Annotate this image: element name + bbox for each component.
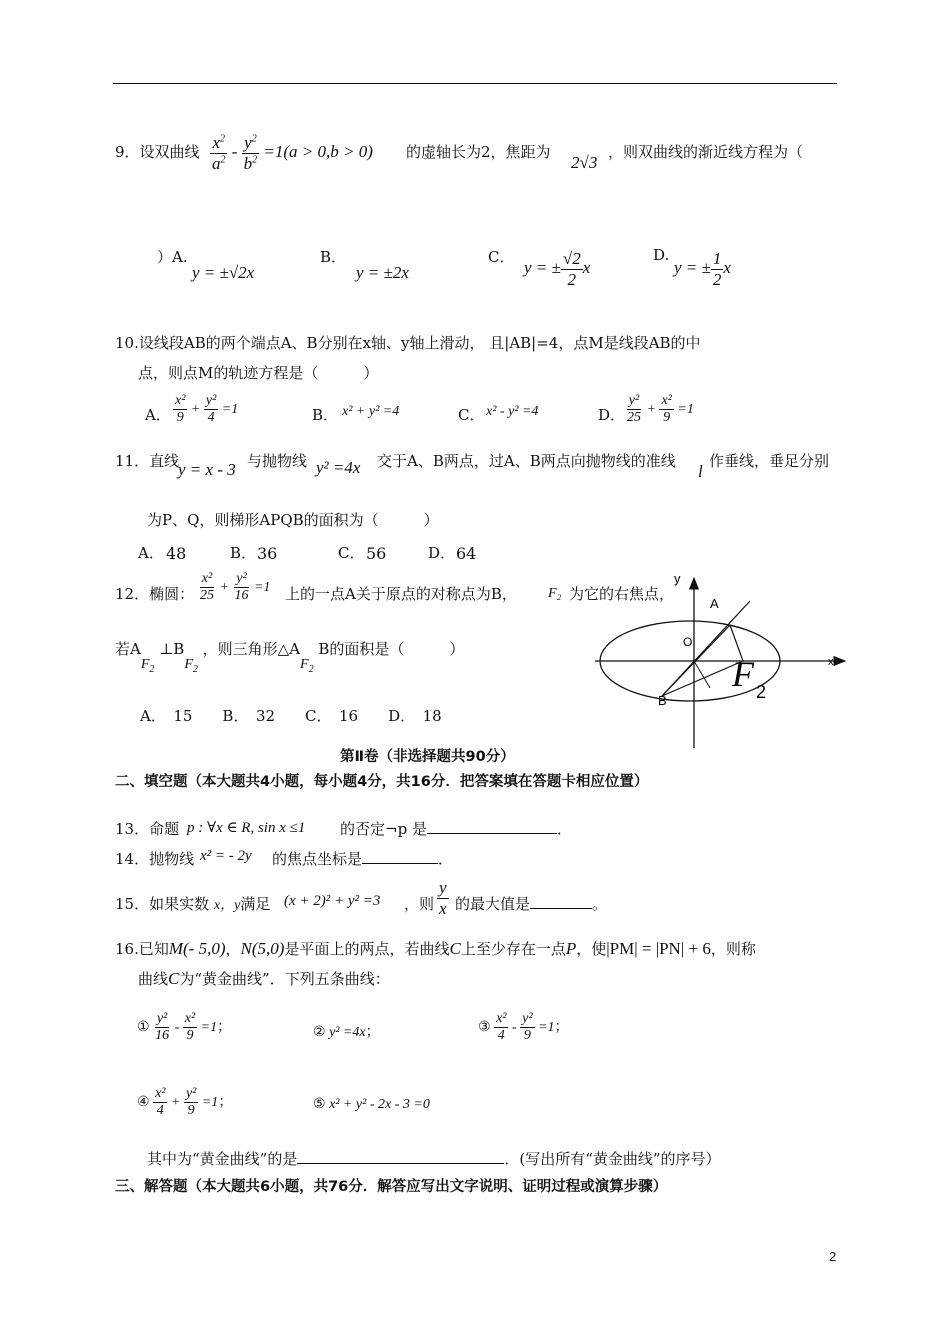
- q12-options: A． 15 B． 32 C． 16 D． 18: [140, 707, 442, 725]
- q9-option-a-label: ）A.: [157, 248, 188, 266]
- q10-option-b: x² + y² =4: [342, 404, 400, 419]
- q11-option-d: 64: [456, 544, 477, 563]
- header-rule: [113, 83, 837, 84]
- q10-option-c-label: C．: [458, 406, 485, 424]
- q11-number: 11．直线: [115, 452, 180, 470]
- q10-option-c: x² - y² =4: [486, 404, 539, 419]
- q9-stem-middle: 的虚轴长为2，焦距为: [406, 143, 551, 161]
- ellipse-figure: [590, 568, 860, 753]
- q11-option-c: 56: [366, 544, 387, 563]
- q12-text1: 上的一点A关于原点的对称点为B，: [285, 585, 517, 603]
- q12-line2: 若$AF_2$ $\perp BF_2$ ，则三角形$\triangle AF_2$ B的面积是（ ）: [115, 640, 465, 675]
- label-x: x: [828, 656, 834, 668]
- q16-curve-3: ③ $\frac{\text{x²}}{4}$ - $\frac{\text{y²}}{9}$ =1；: [478, 1011, 569, 1044]
- q15-equation: (x + 2)² + y² =3: [284, 893, 381, 909]
- q9-option-d: y = ± $\frac{1}{2}$ x: [674, 249, 731, 289]
- q11-line-equation: y = x - 3: [178, 460, 236, 479]
- q9-option-b-label: B．: [320, 248, 347, 266]
- q16-answer-blank[interactable]: [297, 1149, 504, 1164]
- q15-fraction: $\frac{y}{x}$: [439, 878, 447, 918]
- section2-title: 第Ⅱ卷（非选择题共90分）: [340, 749, 515, 765]
- q10-option-d-label: D．: [598, 406, 626, 424]
- label-y: y: [674, 571, 681, 586]
- q16-line1: 16.已知M(- 5,0)，N(5,0)是平面上的两点，若曲线C上至少存在一点P，使|PM| = |PN| + 6，则称: [115, 939, 756, 958]
- q16-curve-4: ④ $\frac{\text{x²}}{4}$ + $\frac{\text{y²}}{9}$ =1；: [137, 1086, 233, 1119]
- q11-text2: 交于A、B两点，过A、B两点向抛物线的准线: [377, 452, 676, 470]
- q15-answer-blank[interactable]: [530, 894, 592, 909]
- q15-number: 15．如果实数 x，y满足: [115, 895, 271, 913]
- q9-option-b: y = ±2x: [356, 263, 409, 282]
- q10-option-a-label: A．: [145, 406, 171, 424]
- section3-heading: 三、解答题（本大题共6小题，共76分．解答应写出文字说明、证明过程或演算步骤）: [115, 1179, 668, 1195]
- q11-text1: 与抛物线: [247, 452, 308, 470]
- q14-equation: x² = - 2y: [200, 848, 252, 864]
- label-a: A: [710, 596, 719, 611]
- auxiliary-line: [694, 661, 710, 688]
- q13-number: 13．命题: [115, 820, 180, 838]
- q14-answer-blank[interactable]: [362, 849, 438, 864]
- q11-option-b: 36: [257, 544, 278, 563]
- q10-option-b-label: B．: [312, 406, 339, 424]
- q16-curve-1: ① $\frac{\text{y²}}{16}$ - $\frac{\text{x²}}{9}$ =1；: [137, 1011, 232, 1044]
- q14-text: 的焦点坐标是 ．: [272, 850, 454, 868]
- label-f-subscript: 2: [756, 682, 767, 702]
- q11-stem-line2: 为P、Q，则梯形APQB的面积为（ ）: [147, 511, 439, 529]
- page-number: 2: [829, 1249, 837, 1264]
- q12-number: 12．椭圆：: [115, 585, 195, 603]
- q9-option-c-label: C．: [488, 248, 515, 266]
- q9-stem-end: ，则双曲线的渐近线方程为（: [608, 143, 804, 161]
- q13-proposition: p : ∀x ∈ R, sin x ≤1: [187, 820, 306, 836]
- q11-text3: 作垂线，垂足分别: [709, 452, 830, 470]
- q11-option-a-label: A．: [138, 544, 164, 562]
- q9-option-d-label: D.: [653, 246, 670, 264]
- q11-option-c-label: C．: [338, 544, 365, 562]
- q10-option-d: $\frac{\text{y²}}{25}$ + $\frac{\text{x²}}{9}$ =1: [627, 393, 694, 426]
- q16-answer-line: 其中为“黄金曲线”的是 ．(写出所有“黄金曲线”的序号）: [147, 1150, 721, 1168]
- q11-option-a: 48: [166, 544, 187, 563]
- q10-stem-line2: 点，则点M的轨迹方程是（ ）: [138, 364, 379, 382]
- q10-stem-line1: 10.设线段AB的两个端点A、B分别在x轴、y轴上滑动， 且|AB|=4，点M是线段AB的中: [115, 334, 701, 352]
- q9-hyperbola-equation: $\frac{x^2}{a^2}$ - $\frac{y^2}{b^2}$ =1(a > 0,b > 0): [212, 133, 373, 173]
- q9-option-a: y = ±√2x: [192, 263, 255, 282]
- q11-parabola-equation: y² =4x: [316, 458, 361, 477]
- q15-text2: ，则: [404, 895, 435, 913]
- q9-option-c: y = ± $\frac{√2}{2}$ x: [524, 249, 591, 289]
- q12-ellipse-equation: $\frac{\text{x²}}{25}$ + $\frac{\text{y²}}{16}$ =1: [200, 571, 271, 604]
- q16-curve-2: ② y² =4x；: [313, 1025, 380, 1040]
- q16-line2: 曲线C为“黄金曲线”．下列五条曲线：: [138, 969, 390, 988]
- q10-option-a: $\frac{\text{x²}}{9}$ + $\frac{\text{y²}}{4}$ =1: [175, 393, 239, 426]
- label-f: F: [732, 654, 754, 694]
- q15-text3: 的最大值是 。: [455, 895, 608, 913]
- q9-focal-length: 2√3: [571, 153, 598, 172]
- q11-option-d-label: D．: [428, 544, 456, 562]
- q13-answer-blank[interactable]: [427, 819, 557, 834]
- segment-b-f2: [662, 661, 743, 696]
- label-o: O: [683, 635, 693, 649]
- q12-f2: F₂: [548, 586, 562, 601]
- label-b: B: [658, 693, 667, 708]
- q12-text2: 为它的右焦点，: [569, 585, 675, 603]
- q14-number: 14．抛物线: [115, 850, 195, 868]
- q11-option-b-label: B．: [230, 544, 257, 562]
- q9-number: 9．设双曲线: [115, 143, 200, 161]
- section2-heading: 二、填空题（本大题共4小题，每小题4分，共16分．把答案填在答题卡相应位置）: [115, 774, 649, 790]
- q13-text: 的否定¬p 是 ．: [340, 820, 572, 838]
- q16-curve-5: ⑤ x² + y² - 2x - 3 =0: [313, 1097, 430, 1112]
- q11-directrix-l: l: [698, 462, 703, 481]
